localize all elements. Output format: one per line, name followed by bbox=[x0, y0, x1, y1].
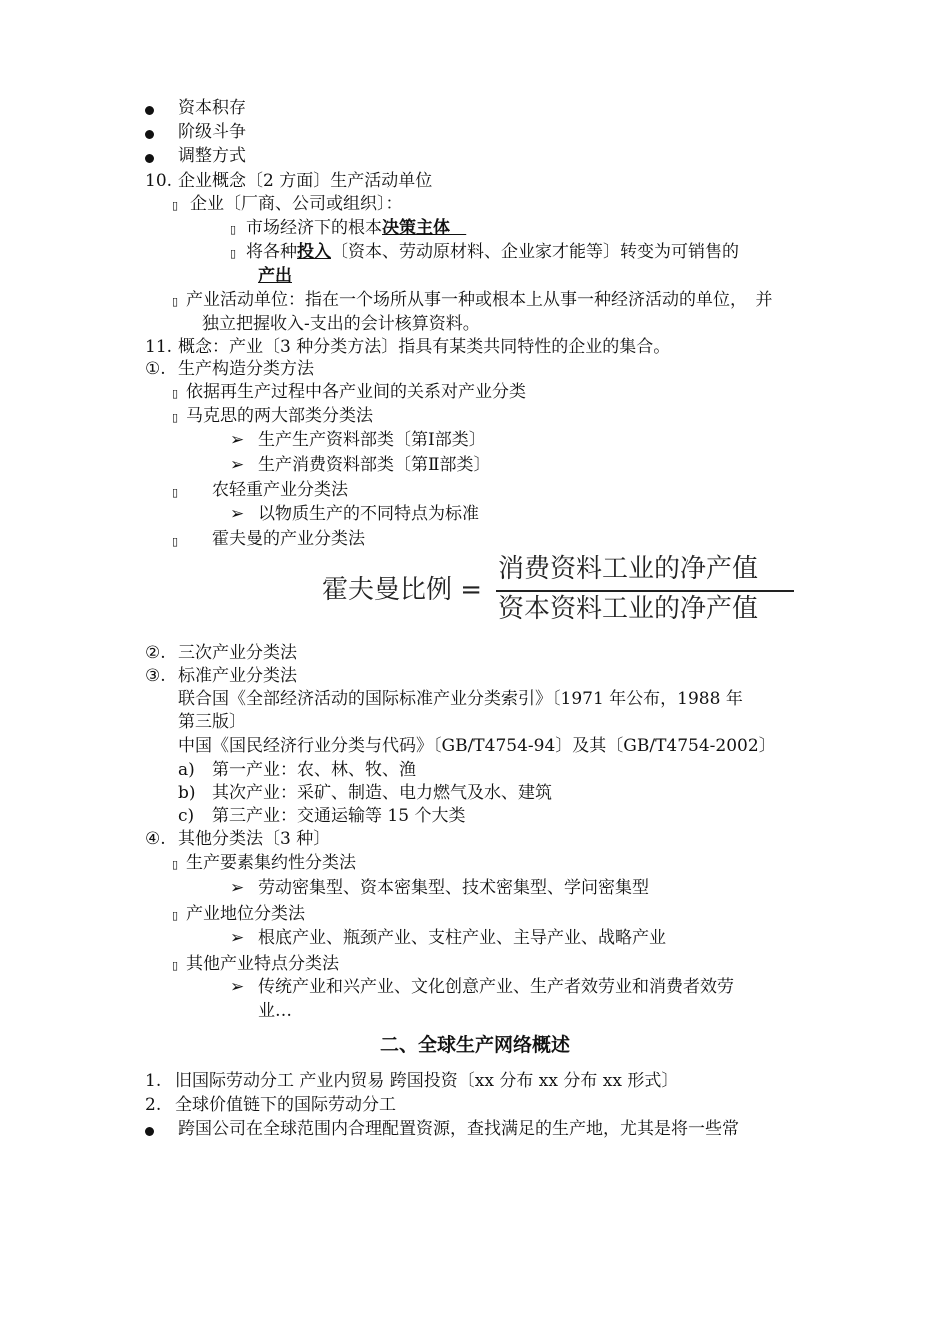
arrow-bullet-icon: ➢ bbox=[230, 928, 245, 948]
bullet-item: 阶级斗争 bbox=[178, 122, 246, 142]
list-item: 全球价值链下的国际劳动分工 bbox=[175, 1095, 396, 1115]
arrow-bullet-icon: ➢ bbox=[230, 977, 245, 997]
list-item-continued: 独立把握收入-支出的会计核算资料。 bbox=[202, 314, 480, 334]
list-item: 概念：产业〔3 种分类方法〕指具有某类共同特性的企业的集合。 bbox=[178, 337, 671, 357]
list-number: 10. bbox=[145, 171, 173, 191]
bullet-item: 调整方式 bbox=[178, 146, 246, 166]
box-bullet-icon: ▯ bbox=[172, 199, 179, 212]
box-bullet-icon: ▯ bbox=[230, 223, 237, 236]
paragraph-line: 中国《国民经济行业分类与代码》〔GB/T4754-94〕及其〔GB/T4754-2002〕 bbox=[178, 736, 776, 756]
list-item: 标准产业分类法 bbox=[178, 666, 297, 686]
list-letter: a) bbox=[178, 760, 195, 780]
arrow-bullet-icon: ➢ bbox=[230, 430, 245, 450]
list-item: 企业〔厂商、公司或组织〕： bbox=[190, 194, 403, 214]
arrow-bullet-icon: ➢ bbox=[230, 878, 245, 898]
list-item: 其他分类法〔3 种〕 bbox=[178, 829, 331, 849]
list-item: 市场经济下的根本决策主体 bbox=[246, 218, 450, 238]
box-bullet-icon: ▯ bbox=[172, 411, 179, 424]
list-number: ③. bbox=[145, 666, 166, 686]
list-number: 1. bbox=[145, 1071, 162, 1091]
formula-numerator: 消费资料工业的净产值 bbox=[498, 554, 759, 584]
list-letter: b) bbox=[178, 783, 196, 803]
list-item: 霍夫曼的产业分类法 bbox=[212, 529, 365, 549]
list-letter: c) bbox=[178, 806, 195, 826]
list-item: 农轻重产业分类法 bbox=[212, 480, 348, 500]
list-number: ②. bbox=[145, 643, 166, 663]
list-item: 劳动密集型、资本密集型、技术密集型、学问密集型 bbox=[258, 878, 649, 898]
box-bullet-icon: ▯ bbox=[230, 247, 237, 260]
emphasis-text: 产出 bbox=[258, 266, 292, 286]
list-item: 生产消费资料部类〔第Ⅱ部类〕 bbox=[258, 455, 491, 475]
emphasis-text: 决策主体 bbox=[382, 218, 450, 238]
list-number: 2. bbox=[145, 1095, 162, 1115]
list-item: 以物质生产的不同特点为标准 bbox=[258, 504, 479, 524]
section-heading: 二、全球生产网络概述 bbox=[379, 1034, 570, 1056]
bullet-dot bbox=[145, 123, 154, 145]
box-bullet-icon: ▯ bbox=[172, 295, 179, 308]
list-item: 其他产业特点分类法 bbox=[186, 954, 339, 974]
hoffmann-ratio-formula bbox=[322, 552, 798, 632]
list-item: 根底产业、瓶颈产业、支柱产业、主导产业、战略产业 bbox=[258, 928, 666, 948]
emphasis-text: 投入 bbox=[297, 242, 331, 262]
list-item: 三次产业分类法 bbox=[178, 643, 297, 663]
list-item: 第一产业：农、林、牧、渔 bbox=[212, 760, 416, 780]
list-item: 产业活动单位：指在一个场所从事一种或根本上从事一种经济活动的单位， 并 bbox=[186, 290, 773, 310]
list-item: 企业概念〔2 方面〕生产活动单位 bbox=[178, 171, 433, 191]
box-bullet-icon: ▯ bbox=[172, 959, 179, 972]
list-item: 第三产业：交通运输等 15 个大类 bbox=[212, 806, 466, 826]
bullet-dot bbox=[145, 147, 154, 169]
list-number: ①. bbox=[145, 359, 166, 379]
list-item: 产业地位分类法 bbox=[186, 904, 305, 924]
list-item: 生产生产资料部类〔第Ⅰ部类〕 bbox=[258, 430, 486, 450]
list-item: 将各种投入〔资本、劳动原材料、企业家才能等〕转变为可销售的 bbox=[246, 242, 739, 262]
list-number: 11. bbox=[145, 337, 173, 357]
box-bullet-icon: ▯ bbox=[172, 858, 179, 871]
box-bullet-icon: ▯ bbox=[172, 486, 179, 499]
list-item: 马克思的两大部类分类法 bbox=[186, 406, 373, 426]
formula-lhs: 霍夫曼比例 = bbox=[322, 575, 483, 605]
list-item-continued: 业… bbox=[258, 1001, 292, 1021]
list-item: 传统产业和兴产业、文化创意产业、生产者效劳业和消费者效劳 bbox=[258, 977, 734, 997]
list-item-continued bbox=[258, 265, 292, 287]
paragraph-line: 联合国《全部经济活动的国际标准产业分类索引》〔1971 年公布，1988 年 bbox=[178, 689, 743, 709]
list-item: 生产要素集约性分类法 bbox=[186, 853, 356, 873]
bullet-item: 资本积存 bbox=[178, 98, 246, 118]
arrow-bullet-icon: ➢ bbox=[230, 455, 245, 475]
bullet-dot bbox=[145, 1120, 154, 1142]
arrow-bullet-icon: ➢ bbox=[230, 504, 245, 524]
list-item: 旧国际劳动分工 产业内贸易 跨国投资〔xx 分布 xx 分布 xx 形式〕 bbox=[175, 1071, 679, 1091]
list-item: 依据再生产过程中各产业间的关系对产业分类 bbox=[186, 382, 526, 402]
box-bullet-icon: ▯ bbox=[172, 535, 179, 548]
list-item: 生产构造分类方法 bbox=[178, 359, 314, 379]
box-bullet-icon: ▯ bbox=[172, 387, 179, 400]
bullet-dot bbox=[145, 99, 154, 121]
paragraph-line: 第三版〕 bbox=[178, 712, 246, 732]
list-number: ④. bbox=[145, 829, 166, 849]
formula-denominator: 资本资料工业的净产值 bbox=[498, 594, 759, 624]
bullet-item: 跨国公司在全球范围内合理配置资源，查找满足的生产地，尤其是将一些常 bbox=[178, 1119, 739, 1139]
list-item: 其次产业：采矿、制造、电力燃气及水、建筑 bbox=[212, 783, 552, 803]
box-bullet-icon: ▯ bbox=[172, 909, 179, 922]
